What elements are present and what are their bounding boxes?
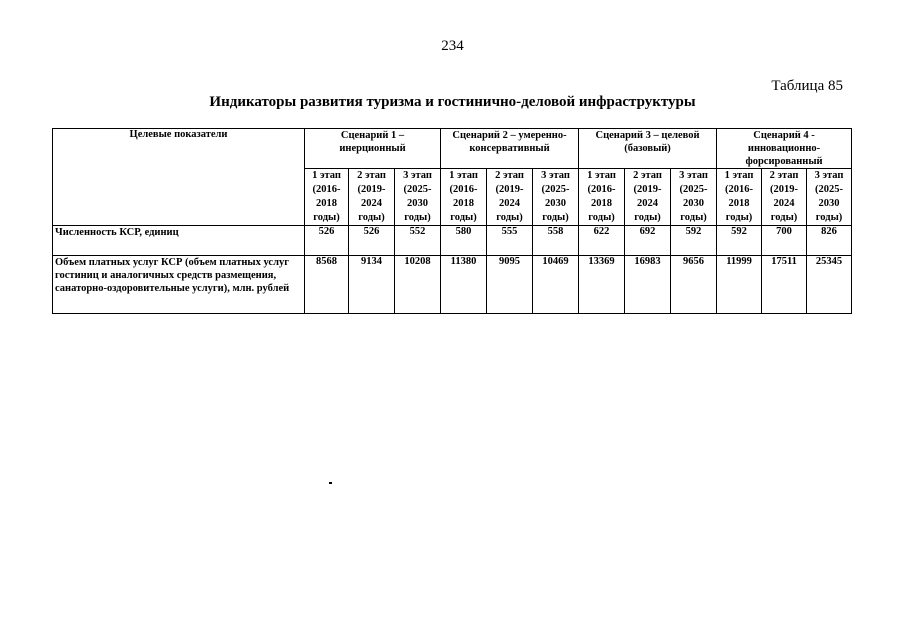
table-cell: 526 — [349, 226, 395, 256]
table-cell: 826 — [807, 226, 852, 256]
page-number: 234 — [441, 38, 464, 54]
table-cell: 8568 — [305, 256, 349, 314]
stage-header: 2 этап (2019-2024 годы) — [625, 169, 671, 226]
stage-header: 3 этап (2025-2030 годы) — [807, 169, 852, 226]
stage-header: 3 этап (2025-2030 годы) — [671, 169, 717, 226]
table-cell: 25345 — [807, 256, 852, 314]
table-cell: 9095 — [487, 256, 533, 314]
scan-speck — [329, 482, 332, 484]
stage-header: 1 этап (2016-2018 годы) — [305, 169, 349, 226]
row-label: Численность КСР, единиц — [53, 226, 305, 256]
page-title: Индикаторы развития туризма и гостинично-деловой инфраструктуры — [209, 94, 696, 110]
table-cell: 700 — [762, 226, 807, 256]
scenario-header: Сценарий 1 – инерционный — [305, 129, 441, 169]
table-cell: 10208 — [395, 256, 441, 314]
table-cell: 13369 — [579, 256, 625, 314]
table-cell: 555 — [487, 226, 533, 256]
table-cell: 580 — [441, 226, 487, 256]
table-cell: 17511 — [762, 256, 807, 314]
scenario-header-row — [53, 129, 852, 169]
stage-header: 1 этап (2016-2018 годы) — [579, 169, 625, 226]
table-cell: 692 — [625, 226, 671, 256]
stage-header: 3 этап (2025-2030 годы) — [533, 169, 579, 226]
table-cell: 11380 — [441, 256, 487, 314]
table-cell: 16983 — [625, 256, 671, 314]
scenario-header: Сценарий 2 – умеренно-консервативный — [441, 129, 579, 169]
table-cell: 558 — [533, 226, 579, 256]
table-cell: 526 — [305, 226, 349, 256]
row-label: Объем платных услуг КСР (объем платных услуг гостиниц и аналогичных средств размещения, санаторно-оздоровительные услуги), млн. рублей — [53, 256, 305, 314]
table-cell: 9134 — [349, 256, 395, 314]
table-cell: 10469 — [533, 256, 579, 314]
stage-header: 1 этап (2016-2018 годы) — [717, 169, 762, 226]
table-row — [53, 226, 852, 256]
stage-header: 2 этап (2019-2024 годы) — [762, 169, 807, 226]
table-cell: 622 — [579, 226, 625, 256]
indicator-column-header: Целевые показатели — [53, 129, 305, 226]
stage-header: 3 этап (2025-2030 годы) — [395, 169, 441, 226]
stage-header: 1 этап (2016-2018 годы) — [441, 169, 487, 226]
table-row — [53, 256, 852, 314]
scenario-header: Сценарий 4 - инновационно-форсированный — [717, 129, 852, 169]
indicators-table — [52, 128, 852, 314]
table-cell: 552 — [395, 226, 441, 256]
table-cell: 592 — [717, 226, 762, 256]
stage-header: 2 этап (2019-2024 годы) — [349, 169, 395, 226]
table-cell: 11999 — [717, 256, 762, 314]
table-label: Таблица 85 — [771, 78, 843, 94]
table-cell: 9656 — [671, 256, 717, 314]
table-cell: 592 — [671, 226, 717, 256]
stage-header: 2 этап (2019-2024 годы) — [487, 169, 533, 226]
scenario-header: Сценарий 3 – целевой (базовый) — [579, 129, 717, 169]
